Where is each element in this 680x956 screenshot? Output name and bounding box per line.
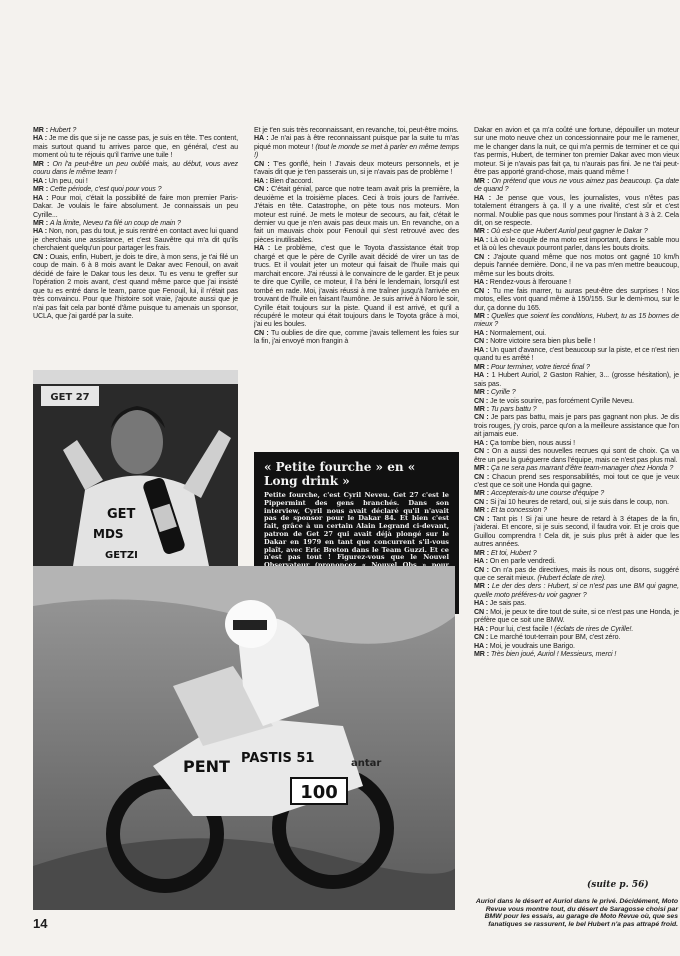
paragraph-text: Je pense que vous, les journalistes, vous n'êtes pas totalement étrangers à ça. Il y a une rivalité, c'est sûr et c'est normal. N'oublie pas que nous sommes pour l'instant à 3 à 2. Cela dit, on se respecte. bbox=[474, 193, 679, 227]
interview-paragraph bbox=[474, 405, 679, 413]
page-number: 14 bbox=[33, 916, 48, 931]
interview-paragraph bbox=[474, 582, 679, 599]
paragraph-text: Je sais pas. bbox=[489, 599, 527, 608]
interview-paragraph bbox=[474, 650, 679, 658]
speaker-label: CN : bbox=[474, 337, 491, 346]
interview-paragraph bbox=[254, 185, 459, 244]
paragraph-text: Ça tombe bien, nous aussi ! bbox=[489, 438, 576, 447]
speaker-label: CN : bbox=[474, 633, 491, 642]
speaker-label: CN : bbox=[254, 159, 274, 168]
speaker-label: MR : bbox=[474, 582, 492, 591]
speaker-label: CN : bbox=[474, 497, 491, 506]
paragraph-text: Je pars pas battu, mais je pars pas gagnant non plus. Je dis trois rouges, j'y crois, parce qu'on a la meilleure assistance que l'on ait jamais eue. bbox=[474, 413, 679, 439]
paragraph-text: Pour terminer, votre tiercé final ? bbox=[490, 362, 590, 371]
interview-paragraph bbox=[474, 177, 679, 194]
interview-paragraph bbox=[474, 236, 679, 253]
speaker-label: MR : bbox=[474, 548, 491, 557]
photo1-sign: GET 27 bbox=[50, 392, 90, 403]
interview-paragraph bbox=[474, 227, 679, 235]
paragraph-text: Je te vois sourire, pas forcément Cyrille Neveu. bbox=[490, 396, 634, 405]
speaker-label: HA : bbox=[254, 134, 271, 143]
paragraph-text: Tu pars battu ? bbox=[490, 404, 537, 413]
speaker-label: CN : bbox=[474, 565, 492, 574]
interview-paragraph bbox=[254, 126, 459, 134]
paragraph-text: Pour moi, c'était la possibilité de faire mon premier Paris-Dakar. Je voulais le faire absolument. Je connaissais un peu Cyrille... bbox=[33, 193, 238, 219]
interview-paragraph bbox=[474, 473, 679, 490]
speaker-label: HA : bbox=[33, 134, 49, 143]
paragraph-text: Ça ne sera pas marrant d'être team-manager chez Honda ? bbox=[490, 464, 674, 473]
interview-paragraph bbox=[254, 177, 459, 185]
photo2-sponsor-text: antar bbox=[351, 758, 382, 769]
photo1-jacket-text-2: MDS bbox=[93, 527, 124, 541]
speaker-label: CN : bbox=[254, 328, 272, 337]
interview-paragraph bbox=[474, 413, 679, 438]
interview-paragraph bbox=[474, 557, 679, 565]
interview-paragraph bbox=[474, 447, 679, 464]
paragraph-text: Je me dis que si je ne casse pas, je suis en tête. T'es content, mais surtout quand tu arrives parce que, en général, c'est au moment où tu te réjouis qu'il t'arrive une tuile ! bbox=[33, 134, 238, 160]
interview-paragraph bbox=[474, 498, 679, 506]
paragraph-text: Je n'ai pas à être reconnaissant puisque par la suite tu m'as piqué mon moteur ! bbox=[254, 134, 459, 151]
speaker-label: MR : bbox=[474, 489, 491, 498]
speaker-label: HA : bbox=[474, 278, 490, 287]
speaker-label: HA : bbox=[474, 235, 491, 244]
paragraph-text: On en parle vendredi. bbox=[489, 557, 556, 566]
interview-paragraph bbox=[474, 278, 679, 286]
speaker-label: HA : bbox=[33, 193, 52, 202]
interview-paragraph bbox=[474, 439, 679, 447]
speaker-label: MR : bbox=[474, 227, 491, 236]
stage-direction: (tout le monde se met à parler en même temps !) bbox=[254, 142, 459, 160]
speaker-label: HA : bbox=[474, 371, 492, 380]
paragraph-text: Un peu, oui ! bbox=[48, 176, 88, 185]
speaker-label: CN : bbox=[474, 413, 491, 422]
speaker-label: MR : bbox=[474, 650, 491, 659]
photo1-jacket-text-3: GETZI bbox=[105, 550, 138, 561]
interview-paragraph bbox=[474, 515, 679, 549]
paragraph-text: Si j'ai 10 heures de retard, oui, si je suis dans le coup, non. bbox=[490, 497, 669, 506]
interview-paragraph bbox=[33, 219, 238, 227]
interview-paragraph bbox=[474, 506, 679, 514]
boxout-title: « Petite fourche » en « Long drink » bbox=[264, 460, 416, 488]
speaker-label: MR : bbox=[474, 404, 491, 413]
paragraph-text: T'es gonflé, hein ! J'avais deux moteurs personnels, et je t'avais dit que je t'en passerais un, si je n'avais pas de problème ! bbox=[254, 159, 459, 177]
speaker-label: HA : bbox=[474, 641, 490, 650]
interview-paragraph bbox=[474, 337, 679, 345]
paragraph-text: Où est-ce que Hubert Auriol peut gagner le Dakar ? bbox=[490, 227, 648, 236]
interview-paragraph bbox=[474, 566, 679, 583]
speaker-label: MR : bbox=[474, 464, 491, 473]
interview-paragraph bbox=[254, 134, 459, 159]
interview-column-3 bbox=[474, 126, 679, 921]
interview-paragraph bbox=[474, 464, 679, 472]
speaker-label: HA : bbox=[474, 557, 490, 566]
photo-neveu-illustration bbox=[33, 370, 238, 566]
paragraph-text: Normalement, oui. bbox=[489, 328, 547, 337]
interview-paragraph bbox=[33, 160, 238, 177]
interview-paragraph bbox=[474, 549, 679, 557]
speaker-label: CN : bbox=[474, 447, 492, 456]
interview-paragraph bbox=[474, 371, 679, 388]
interview-column-1 bbox=[33, 126, 238, 368]
paragraph-text: Tant pis ! Si j'ai une heure de retard à 3 étapes de la fin, j'aiderai. Et encore, si je suis second, il faudra voir. Et je crois que Guillou comprendra ! Cela dit, je suis plus prêt à aider que les autres années. bbox=[474, 514, 679, 549]
speaker-label: CN : bbox=[33, 252, 50, 261]
paragraph-text: Chacun prend ses responsabilités, moi tout ce que je veux c'est que ce soit une Honda qui gagne. bbox=[474, 472, 679, 490]
interview-paragraph bbox=[474, 642, 679, 650]
speaker-label: HA : bbox=[474, 328, 490, 337]
interview-paragraph bbox=[474, 329, 679, 337]
paragraph-text: Là où le couple de ma moto est important, dans le sable mou et là où les chevaux pourront parler, dans les bouts droits. bbox=[474, 235, 679, 253]
interview-paragraph bbox=[474, 363, 679, 371]
interview-paragraph bbox=[33, 134, 238, 159]
paragraph-text: Notre victoire sera bien plus belle ! bbox=[490, 337, 596, 346]
paragraph-text: Ouais, enfin, Hubert, je dois te dire, à mon sens, je t'ai filé un coup de main. 6 à 8 mois avant le Dakar avec Fenouil, on avait décidé de faire le Dakar tous les deux. Tu es venu te greffer sur l'opération 2 mois avant, c'est quand même parce que j'ai insisté que tu es entré dans le team, parce que Fenouil, lui, il n'était pas très convaincu. Pour que l'histoire soit vraie, j'ajoute aussi que je n'ai pas fait cela par bonté d'âme puisque tu amenais un sponsor, UCLA, que j'ai gardé par la suite. bbox=[33, 252, 238, 320]
paragraph-text: Bien d'accord. bbox=[269, 176, 314, 185]
interview-paragraph bbox=[33, 177, 238, 185]
interview-paragraph bbox=[33, 126, 238, 134]
speaker-label: CN : bbox=[474, 472, 493, 481]
paragraph-text: 1 Hubert Auriol, 2 Gaston Rahier, 3... (grosse hésitation), je sais pas. bbox=[474, 371, 679, 388]
interview-paragraph bbox=[474, 633, 679, 641]
speaker-label: MR : bbox=[474, 176, 492, 185]
paragraph-text: Cette période, c'est quoi pour vous ? bbox=[49, 185, 162, 194]
speaker-label: MR : bbox=[33, 185, 50, 194]
paragraph-text: Moi, je voudrais une Barigo. bbox=[489, 641, 575, 650]
speaker-label: HA : bbox=[254, 176, 270, 185]
paragraph-text: Rendez-vous à Iferouane ! bbox=[489, 278, 571, 287]
speaker-label: HA : bbox=[254, 244, 275, 253]
interview-paragraph bbox=[474, 625, 679, 633]
paragraph-text: Le problème, c'est que le Toyota d'assistance était trop chargé et que le père de Cyrille avait décidé de virer un tas de trucs. Et il voulait jeter un moteur qui faisait de l'huile mais qui marchait encore. J'ai réussi à le convaincre de le garder. Et je peux te dire que Cyrille, ce moteur, il l'a béni le lendemain, lorsqu'il est tombé en rade. Moi, j'avais réussi à me traîner jusqu'à l'arrivée en trouvant de l'huile en faisant l'aumône. Je suis arrivé à Nioro le soir, Cyrille était toujours sur la piste. Quand il est arrivé, et qu'il a récupéré le moteur qui était toujours dans le Toyota grâce à moi, j'ai eu les boules. bbox=[254, 244, 459, 329]
speaker-label: HA : bbox=[33, 176, 49, 185]
speaker-label: CN : bbox=[474, 607, 491, 616]
interview-paragraph bbox=[254, 329, 459, 346]
speaker-label: CN : bbox=[474, 286, 493, 295]
paragraph-text: On prétend que vous ne vous aimez pas beaucoup. Ça date de quand ? bbox=[474, 176, 679, 194]
interview-paragraph bbox=[474, 312, 679, 329]
speaker-label: MR : bbox=[474, 311, 492, 320]
speaker-label: MR : bbox=[33, 126, 50, 134]
paragraph-text: Un quart d'avance, c'est beaucoup sur la piste, et ce n'est rien quand tu es arrêté ! bbox=[474, 345, 679, 363]
continued-note: (suite p. 56) bbox=[587, 880, 649, 890]
paragraph-text: Pour lui, c'est facile ! bbox=[489, 624, 553, 633]
speaker-label: CN : bbox=[474, 514, 493, 523]
photo2-fairing-text-2: PASTIS 51 bbox=[241, 751, 315, 766]
stage-direction: (Hubert éclate de rire). bbox=[535, 574, 606, 583]
paragraph-text: Tu oublies de dire que, comme j'avais tellement les foies sur la fin, j'ai envoyé mon frangin à bbox=[254, 328, 459, 346]
speaker-label: HA : bbox=[474, 599, 490, 608]
paragraph-text: On a aussi des nouvelles recrues qui sont de choix. Ça va être un peu la guéguerre dans l'équipe, mais ce n'est pas plus mal. bbox=[474, 447, 679, 464]
interview-paragraph bbox=[254, 244, 459, 329]
interview-paragraph bbox=[254, 160, 459, 177]
speaker-label: MR : bbox=[474, 362, 491, 371]
speaker-label: HA : bbox=[33, 227, 49, 236]
interview-paragraph bbox=[474, 253, 679, 278]
speaker-label: MR : bbox=[33, 159, 53, 168]
paragraph-text: Et je t'en suis très reconnaissant, en revanche, toi, peut-être moins. bbox=[254, 126, 459, 134]
interview-column-2 bbox=[254, 126, 459, 446]
paragraph-text: A la limite, Neveu t'a filé un coup de main ? bbox=[49, 218, 181, 227]
paragraph-text: Très bien joué, Auriol ! Messieurs, merci ! bbox=[490, 650, 617, 659]
interview-paragraph bbox=[474, 388, 679, 396]
speaker-label: CN : bbox=[474, 252, 494, 261]
speaker-label: CN : bbox=[254, 185, 272, 194]
interview-paragraph bbox=[474, 346, 679, 363]
interview-paragraph bbox=[33, 194, 238, 219]
speaker-label: HA : bbox=[474, 438, 490, 447]
paragraph-text: Le der des ders : Hubert, si ce n'est pas une BM qui gagne, quelle moto préféres-tu voir gagner ? bbox=[474, 582, 679, 599]
interview-paragraph bbox=[474, 599, 679, 607]
interview-paragraph bbox=[474, 397, 679, 405]
interview-paragraph bbox=[474, 489, 679, 497]
paragraph-text: On n'a pas de directives, mais ils nous ont, disons, suggéré que ce serait mieux. bbox=[474, 565, 679, 583]
interview-paragraph bbox=[474, 608, 679, 625]
interview-paragraph bbox=[474, 194, 679, 228]
speaker-label: CN : bbox=[474, 396, 491, 405]
interview-paragraph bbox=[33, 227, 238, 252]
interview-paragraph bbox=[33, 185, 238, 193]
paragraph-text: Quelles que soient les conditions, Hubert, tu as 15 bornes de mieux ? bbox=[474, 311, 679, 329]
photo2-number-plate: 100 bbox=[300, 782, 338, 803]
paragraph-text: C'était génial, parce que notre team avait pris la première, la deuxième et la troisième places. Ceci à trois jours de l'arrivée. J'étais en tête. Catastrophe, on pète tous nos moteurs. Mon moteur est ruiné. Je mets le moteur de secours, au fait, c'était le dernier vu que je n'en avais pas deux mais un. En revanche, on a fait un mauvais choix pour Fenouil qui s'est retrouvé avec des pièces inutilisables. bbox=[254, 185, 459, 244]
interview-paragraph bbox=[474, 126, 679, 177]
paragraph-text: Et toi, Hubert ? bbox=[490, 548, 537, 557]
paragraph-text: Dakar en avion et ça m'a coûté une fortune, dépouiller un moteur sur une moto neuve chez un concessionnaire pour me le ramener, me le changer dans la nuit, ce qui m'a permis de terminer et ce qui t'as permis, Hubert, de terminer ton premier Dakar avec mon vieux moteur. Si je n'avais pas fait ça, tu n'aurais pas fini. Je ne t'ai peut-être pas apporté grand-chose, mais quand même ! bbox=[474, 126, 679, 177]
paragraph-text: Et ta concession ? bbox=[490, 506, 548, 515]
speaker-label: HA : bbox=[474, 345, 490, 354]
paragraph-text: J'ajoute quand même que nos motos ont gagné 10 km/h depuis l'année dernière. Donc, il ne va pas m'en mettre beaucoup, même sur les bouts droits. bbox=[474, 252, 679, 278]
photo-neveu-bottle bbox=[33, 370, 238, 566]
interview-paragraph bbox=[33, 253, 238, 321]
speaker-label: MR : bbox=[33, 218, 50, 227]
boxout-body: Petite fourche, c'est Cyril Neveu. Get 27 c'est le Pippermint des gens branchés. Dans son interview, Cyril nous avait déclaré qu'il n'avait pas de sponsor pour le Dakar 84. Et bien c'est fait, grâce à un certain Alain Legrand ci-devant, patron de Get 27 qui avait déjà plongé sur le Dakar en 1979 en tant que concurrent s'il-vous plaît, avec Eric Breton dans le Team Guzzi. Et ce n'est pas tout ! Figurez-vous que le Nouvel bbox=[264, 491, 449, 562]
paragraph-text: Non, non, pas du tout, je suis rentré en contact avec lui quand je cherchais une assistance, et c'est Sauvêtre qui m'a dit qu'ils cherchaient quelqu'un pour partager les frais. bbox=[33, 227, 238, 253]
photo-auriol-bmw bbox=[33, 566, 455, 910]
paragraph-text: On l'a peut-être un peu oublié mais, au début, vous avez couru dans le même team ! bbox=[33, 159, 238, 177]
speaker-label: HA : bbox=[474, 193, 496, 202]
photo-caption: Auriol dans le désert et Auriol dans le privé. Décidément, Moto Revue vous montre tout, du désert de Saragosse choisi par BMW pour les essais, au garage de Moto Revue où, que ses fanatiques se rassurent, le bel Hubert n'a pas attrapé froid. bbox=[475, 898, 678, 928]
paragraph-text: Hubert ? bbox=[49, 126, 77, 134]
paragraph-text: Accepterais-tu une course d'équipe ? bbox=[490, 489, 605, 498]
photo2-fairing-text-1: PENT bbox=[183, 757, 230, 776]
paragraph-text: Le marché tout-terrain pour BM, c'est zéro. bbox=[490, 633, 621, 642]
photo1-jacket-text-1: GET bbox=[107, 507, 136, 522]
interview-paragraph bbox=[474, 287, 679, 312]
speaker-label: HA : bbox=[474, 624, 490, 633]
paragraph-text: Moi, je peux te dire tout de suite, si ce n'est pas une Honda, je préfère que ce soit une BMW. bbox=[474, 607, 679, 625]
speaker-label: MR : bbox=[474, 506, 491, 515]
stage-direction: (éclats de rires de Cyrille!. bbox=[552, 624, 634, 633]
speaker-label: MR : bbox=[474, 388, 491, 397]
paragraph-text: Cyrille ? bbox=[490, 388, 516, 397]
photo-auriol-illustration bbox=[33, 566, 455, 910]
paragraph-text: Tu me fais marrer, tu auras peut-être des surprises ! Nos motos, elles vont quand même à 150/155. Sur le demi-mou, sur le dur, ça donne du 165. bbox=[474, 286, 679, 312]
